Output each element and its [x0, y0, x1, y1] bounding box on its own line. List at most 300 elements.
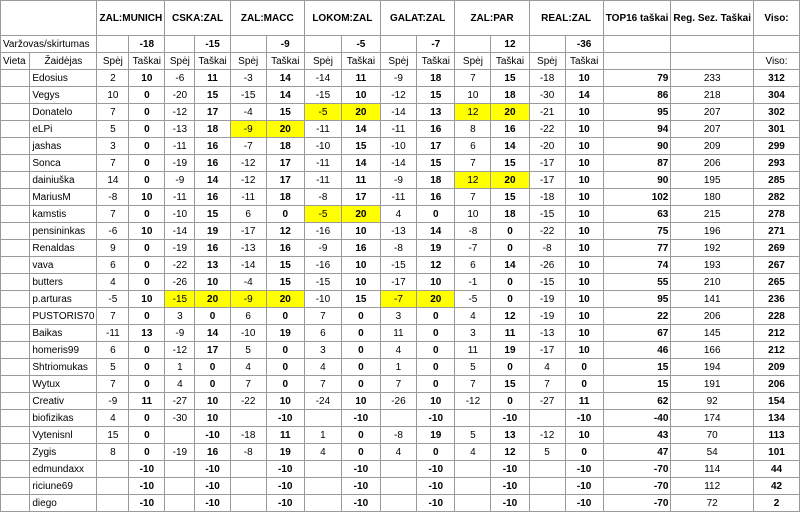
player-name[interactable]: Baikas — [30, 325, 97, 342]
guess-cell[interactable]: -15 — [304, 274, 341, 291]
points-cell[interactable]: 0 — [129, 138, 165, 155]
total-points[interactable]: 271 — [754, 223, 800, 240]
reg-season-points[interactable]: 112 — [671, 478, 754, 495]
total-points[interactable]: 209 — [754, 359, 800, 376]
points-cell[interactable]: 0 — [129, 87, 165, 104]
points-cell[interactable]: -10 — [342, 478, 381, 495]
guess-cell[interactable]: 5 — [97, 359, 129, 376]
points-cell[interactable]: 0 — [342, 325, 381, 342]
points-cell[interactable]: 15 — [266, 104, 304, 121]
points-cell[interactable]: 11 — [266, 427, 304, 444]
guess-cell[interactable]: -12 — [455, 393, 491, 410]
guess-cell[interactable]: -12 — [165, 342, 195, 359]
top16-points[interactable]: 75 — [603, 223, 671, 240]
points-cell[interactable]: 10 — [565, 70, 603, 87]
player-name[interactable]: homeris99 — [30, 342, 97, 359]
points-cell[interactable]: 0 — [129, 172, 165, 189]
points-cell[interactable]: 10 — [565, 257, 603, 274]
points-cell[interactable]: 0 — [195, 359, 230, 376]
points-cell[interactable]: -10 — [491, 410, 529, 427]
points-cell[interactable]: -10 — [565, 495, 603, 512]
place-cell[interactable] — [1, 495, 30, 512]
match-difference[interactable]: -15 — [195, 36, 230, 53]
points-cell[interactable]: 15 — [491, 70, 529, 87]
total-header[interactable]: Viso: — [754, 1, 800, 36]
guess-cell[interactable]: -11 — [304, 121, 341, 138]
place-cell[interactable] — [1, 70, 30, 87]
points-cell[interactable]: 0 — [417, 308, 455, 325]
player-name[interactable]: Vytenisnl — [30, 427, 97, 444]
guess-cell[interactable]: -15 — [304, 87, 341, 104]
player-name[interactable]: Edosius — [30, 70, 97, 87]
points-cell[interactable]: 13 — [129, 325, 165, 342]
points-cell[interactable]: 13 — [417, 104, 455, 121]
player-name[interactable]: pensininkas — [30, 223, 97, 240]
points-cell[interactable]: 15 — [195, 87, 230, 104]
top16-points[interactable]: 102 — [603, 189, 671, 206]
guess-cell[interactable]: -10 — [304, 291, 341, 308]
place-cell[interactable] — [1, 376, 30, 393]
points-cell[interactable]: 15 — [417, 155, 455, 172]
guess-cell[interactable]: -14 — [380, 155, 416, 172]
reg-season-points[interactable]: 180 — [671, 189, 754, 206]
player-name[interactable]: Wytux — [30, 376, 97, 393]
player-name[interactable]: riciune69 — [30, 478, 97, 495]
points-cell[interactable]: -10 — [195, 427, 230, 444]
guess-cell[interactable]: 4 — [97, 410, 129, 427]
guess-cell[interactable]: 6 — [97, 342, 129, 359]
guess-cell[interactable]: 6 — [304, 325, 341, 342]
guess-cell[interactable]: -30 — [165, 410, 195, 427]
points-cell[interactable]: 17 — [342, 189, 381, 206]
guess-cell[interactable]: -12 — [380, 87, 416, 104]
place-cell[interactable] — [1, 325, 30, 342]
points-cell[interactable]: 0 — [417, 444, 455, 461]
guess-cell[interactable]: -13 — [529, 325, 565, 342]
points-cell[interactable]: 10 — [342, 257, 381, 274]
guess-cell[interactable]: 2 — [97, 70, 129, 87]
points-cell[interactable]: 16 — [195, 240, 230, 257]
guess-cell[interactable]: -12 — [165, 104, 195, 121]
player-label[interactable]: Žaidėjas — [30, 53, 97, 70]
points-cell[interactable]: 11 — [491, 325, 529, 342]
guess-cell[interactable]: 10 — [97, 87, 129, 104]
points-cell[interactable]: 0 — [266, 308, 304, 325]
place-cell[interactable] — [1, 427, 30, 444]
guess-cell[interactable]: 7 — [455, 189, 491, 206]
points-cell[interactable]: 0 — [342, 376, 381, 393]
guess-cell[interactable]: -17 — [529, 155, 565, 172]
points-cell[interactable]: -10 — [491, 461, 529, 478]
points-cell[interactable]: 0 — [129, 342, 165, 359]
points-cell[interactable]: -10 — [195, 461, 230, 478]
guess-cell[interactable]: -11 — [165, 189, 195, 206]
points-cell[interactable]: 0 — [129, 308, 165, 325]
guess-cell[interactable]: 5 — [230, 342, 266, 359]
points-cell[interactable]: 15 — [195, 206, 230, 223]
top16-points[interactable]: 55 — [603, 274, 671, 291]
total-points[interactable]: 269 — [754, 240, 800, 257]
guess-cell[interactable]: -16 — [304, 223, 341, 240]
points-cell[interactable]: -10 — [129, 495, 165, 512]
points-cell[interactable]: 10 — [417, 393, 455, 410]
points-cell[interactable]: 0 — [129, 257, 165, 274]
total-points[interactable]: 154 — [754, 393, 800, 410]
guess-cell[interactable] — [304, 410, 341, 427]
points-cell[interactable]: 10 — [195, 393, 230, 410]
points-cell[interactable]: 11 — [129, 393, 165, 410]
points-cell[interactable]: 0 — [129, 410, 165, 427]
points-cell[interactable]: 10 — [129, 189, 165, 206]
points-cell[interactable]: 16 — [266, 240, 304, 257]
points-cell[interactable]: 0 — [129, 240, 165, 257]
guess-cell[interactable] — [304, 461, 341, 478]
guess-cell[interactable]: -10 — [165, 206, 195, 223]
place-cell[interactable] — [1, 393, 30, 410]
points-cell[interactable]: 0 — [417, 342, 455, 359]
points-cell[interactable]: 0 — [491, 240, 529, 257]
place-cell[interactable] — [1, 87, 30, 104]
points-cell[interactable]: 10 — [565, 206, 603, 223]
reg-season-points[interactable]: 166 — [671, 342, 754, 359]
guess-cell[interactable]: 1 — [380, 359, 416, 376]
points-cell[interactable]: 0 — [417, 325, 455, 342]
top16-points[interactable]: 74 — [603, 257, 671, 274]
guess-cell[interactable] — [97, 461, 129, 478]
guess-cell[interactable]: -10 — [380, 138, 416, 155]
points-cell[interactable]: 0 — [491, 274, 529, 291]
guess-cell[interactable]: 4 — [380, 444, 416, 461]
points-cell[interactable]: 0 — [417, 376, 455, 393]
points-cell[interactable]: -10 — [195, 495, 230, 512]
guess-cell[interactable]: -9 — [230, 291, 266, 308]
guess-cell[interactable]: -11 — [380, 189, 416, 206]
guess-label[interactable]: Spėj — [529, 53, 565, 70]
points-cell[interactable]: -10 — [491, 478, 529, 495]
reg-season-points[interactable]: 207 — [671, 121, 754, 138]
top16-points[interactable]: 43 — [603, 427, 671, 444]
guess-cell[interactable] — [529, 495, 565, 512]
match-difference[interactable]: -5 — [342, 36, 381, 53]
points-cell[interactable]: -10 — [266, 478, 304, 495]
guess-cell[interactable]: -19 — [165, 444, 195, 461]
guess-cell[interactable]: -26 — [380, 393, 416, 410]
guess-cell[interactable]: -9 — [304, 240, 341, 257]
points-cell[interactable]: 12 — [417, 257, 455, 274]
guess-cell[interactable]: -4 — [230, 274, 266, 291]
match-difference[interactable]: -36 — [565, 36, 603, 53]
guess-cell[interactable]: 15 — [97, 427, 129, 444]
points-cell[interactable]: 10 — [565, 240, 603, 257]
reg-season-points[interactable]: 196 — [671, 223, 754, 240]
player-name[interactable]: Donatelo — [30, 104, 97, 121]
points-cell[interactable]: 15 — [342, 138, 381, 155]
total-points[interactable]: 42 — [754, 478, 800, 495]
guess-cell[interactable] — [230, 410, 266, 427]
points-cell[interactable]: 19 — [195, 223, 230, 240]
guess-cell[interactable]: -11 — [304, 155, 341, 172]
points-label[interactable]: Taškai — [129, 53, 165, 70]
guess-cell[interactable]: 8 — [97, 444, 129, 461]
points-cell[interactable]: 0 — [491, 223, 529, 240]
top16-points[interactable]: 15 — [603, 376, 671, 393]
points-cell[interactable]: 11 — [342, 70, 381, 87]
guess-cell[interactable]: 4 — [455, 308, 491, 325]
place-cell[interactable] — [1, 257, 30, 274]
points-cell[interactable]: 0 — [417, 359, 455, 376]
points-cell[interactable]: 0 — [195, 376, 230, 393]
points-cell[interactable]: 0 — [266, 342, 304, 359]
guess-cell[interactable]: -17 — [529, 172, 565, 189]
guess-cell[interactable]: 7 — [304, 308, 341, 325]
guess-cell[interactable]: -8 — [380, 240, 416, 257]
guess-cell[interactable]: 10 — [455, 87, 491, 104]
points-cell[interactable]: -10 — [266, 495, 304, 512]
top16-points[interactable]: 94 — [603, 121, 671, 138]
guess-cell[interactable]: -20 — [165, 87, 195, 104]
guess-cell[interactable] — [455, 410, 491, 427]
guess-cell[interactable]: -15 — [230, 87, 266, 104]
total-points[interactable]: 293 — [754, 155, 800, 172]
guess-cell[interactable]: 7 — [230, 376, 266, 393]
points-cell[interactable]: 0 — [342, 444, 381, 461]
top16-points[interactable]: 90 — [603, 138, 671, 155]
points-cell[interactable]: 0 — [129, 376, 165, 393]
points-cell[interactable]: 17 — [266, 172, 304, 189]
reg-season-points[interactable]: 141 — [671, 291, 754, 308]
top16-points[interactable]: -40 — [603, 410, 671, 427]
guess-cell[interactable]: -17 — [230, 223, 266, 240]
place-cell[interactable] — [1, 189, 30, 206]
guess-cell[interactable]: 11 — [380, 325, 416, 342]
place-cell[interactable] — [1, 240, 30, 257]
points-cell[interactable]: 18 — [417, 172, 455, 189]
points-label[interactable]: Taškai — [565, 53, 603, 70]
place-cell[interactable] — [1, 121, 30, 138]
guess-cell[interactable]: -27 — [165, 393, 195, 410]
guess-cell[interactable]: 7 — [97, 155, 129, 172]
guess-cell[interactable]: -1 — [455, 274, 491, 291]
total-points[interactable]: 267 — [754, 257, 800, 274]
reg-season-header[interactable]: Reg. Sez. Taškai — [671, 1, 754, 36]
player-name[interactable]: Vegys — [30, 87, 97, 104]
guess-cell[interactable]: -19 — [165, 240, 195, 257]
points-cell[interactable]: 0 — [565, 359, 603, 376]
guess-cell[interactable]: -19 — [165, 155, 195, 172]
player-name[interactable]: PUSTORIS70 — [30, 308, 97, 325]
guess-label[interactable]: Spėj — [165, 53, 195, 70]
reg-season-points[interactable]: 233 — [671, 70, 754, 87]
guess-cell[interactable] — [380, 410, 416, 427]
player-name[interactable]: dainiuška — [30, 172, 97, 189]
guess-cell[interactable]: -7 — [230, 138, 266, 155]
guess-cell[interactable]: -19 — [529, 308, 565, 325]
guess-cell[interactable] — [380, 495, 416, 512]
points-cell[interactable]: 15 — [491, 155, 529, 172]
guess-cell[interactable]: -22 — [230, 393, 266, 410]
guess-cell[interactable]: 7 — [455, 70, 491, 87]
place-cell[interactable] — [1, 138, 30, 155]
points-cell[interactable]: -10 — [342, 410, 381, 427]
points-cell[interactable]: 20 — [417, 291, 455, 308]
points-cell[interactable]: -10 — [565, 478, 603, 495]
points-cell[interactable]: 12 — [491, 444, 529, 461]
points-cell[interactable]: 10 — [342, 87, 381, 104]
points-cell[interactable]: 18 — [266, 189, 304, 206]
guess-cell[interactable]: -17 — [529, 342, 565, 359]
total-points[interactable]: 278 — [754, 206, 800, 223]
match-header[interactable]: ZAL:MACC — [230, 1, 304, 36]
points-cell[interactable]: 0 — [129, 274, 165, 291]
guess-cell[interactable]: -12 — [230, 155, 266, 172]
points-label[interactable]: Taškai — [266, 53, 304, 70]
guess-cell[interactable]: -11 — [380, 121, 416, 138]
guess-cell[interactable]: -3 — [230, 70, 266, 87]
points-cell[interactable]: 16 — [417, 189, 455, 206]
match-difference[interactable]: -18 — [129, 36, 165, 53]
match-header[interactable]: REAL:ZAL — [529, 1, 603, 36]
guess-cell[interactable]: -14 — [230, 257, 266, 274]
guess-cell[interactable] — [455, 461, 491, 478]
guess-cell[interactable]: -15 — [380, 257, 416, 274]
opponent-difference-label[interactable]: Varžovas/skirtumas — [1, 36, 97, 53]
reg-season-points[interactable]: 174 — [671, 410, 754, 427]
points-cell[interactable]: 14 — [266, 87, 304, 104]
reg-season-points[interactable]: 193 — [671, 257, 754, 274]
guess-cell[interactable]: -14 — [165, 223, 195, 240]
guess-cell[interactable]: -11 — [165, 138, 195, 155]
points-cell[interactable]: 15 — [491, 189, 529, 206]
guess-cell[interactable]: 12 — [455, 104, 491, 121]
points-cell[interactable]: -10 — [129, 478, 165, 495]
top16-points[interactable]: 95 — [603, 291, 671, 308]
points-cell[interactable]: 20 — [266, 291, 304, 308]
player-name[interactable]: vava — [30, 257, 97, 274]
guess-cell[interactable]: -11 — [97, 325, 129, 342]
points-cell[interactable]: 16 — [195, 444, 230, 461]
points-cell[interactable]: 0 — [565, 376, 603, 393]
guess-cell[interactable]: -10 — [304, 138, 341, 155]
points-cell[interactable]: 20 — [342, 104, 381, 121]
points-cell[interactable]: 10 — [195, 410, 230, 427]
player-name[interactable]: Shtriomukas — [30, 359, 97, 376]
points-cell[interactable]: 15 — [266, 274, 304, 291]
points-cell[interactable]: 20 — [195, 291, 230, 308]
reg-season-points[interactable]: 206 — [671, 308, 754, 325]
guess-cell[interactable] — [165, 495, 195, 512]
points-cell[interactable]: 14 — [565, 87, 603, 104]
total-points[interactable]: 282 — [754, 189, 800, 206]
points-cell[interactable]: 0 — [342, 427, 381, 444]
total-points[interactable]: 101 — [754, 444, 800, 461]
points-cell[interactable]: 18 — [195, 121, 230, 138]
guess-cell[interactable]: -22 — [529, 223, 565, 240]
match-header[interactable]: GALAT:ZAL — [380, 1, 455, 36]
points-cell[interactable]: 20 — [266, 121, 304, 138]
reg-season-points[interactable]: 215 — [671, 206, 754, 223]
guess-cell[interactable]: 7 — [97, 376, 129, 393]
guess-cell[interactable] — [165, 427, 195, 444]
guess-cell[interactable]: -12 — [529, 427, 565, 444]
guess-cell[interactable] — [304, 495, 341, 512]
guess-cell[interactable]: -13 — [380, 223, 416, 240]
guess-cell[interactable]: -18 — [230, 427, 266, 444]
points-cell[interactable]: 0 — [491, 359, 529, 376]
player-name[interactable]: Zygis — [30, 444, 97, 461]
guess-cell[interactable]: 7 — [380, 376, 416, 393]
top16-points[interactable]: 62 — [603, 393, 671, 410]
guess-cell[interactable] — [455, 495, 491, 512]
place-cell[interactable] — [1, 172, 30, 189]
place-cell[interactable] — [1, 444, 30, 461]
total-points[interactable]: 304 — [754, 87, 800, 104]
points-cell[interactable]: 10 — [565, 104, 603, 121]
points-cell[interactable]: 14 — [195, 172, 230, 189]
place-cell[interactable] — [1, 461, 30, 478]
guess-cell[interactable]: 5 — [97, 121, 129, 138]
points-cell[interactable]: 16 — [195, 155, 230, 172]
points-cell[interactable]: 14 — [491, 257, 529, 274]
player-name[interactable]: butters — [30, 274, 97, 291]
guess-cell[interactable]: 9 — [97, 240, 129, 257]
points-cell[interactable]: 12 — [491, 308, 529, 325]
guess-cell[interactable]: 7 — [97, 308, 129, 325]
guess-cell[interactable]: 6 — [230, 308, 266, 325]
player-name[interactable]: biofizikas — [30, 410, 97, 427]
total-points[interactable]: 312 — [754, 70, 800, 87]
player-name[interactable]: Creativ — [30, 393, 97, 410]
top16-points[interactable]: 46 — [603, 342, 671, 359]
points-cell[interactable]: 10 — [342, 393, 381, 410]
guess-cell[interactable]: 8 — [455, 121, 491, 138]
guess-cell[interactable]: -11 — [304, 172, 341, 189]
place-cell[interactable] — [1, 104, 30, 121]
reg-season-points[interactable]: 192 — [671, 240, 754, 257]
guess-cell[interactable]: 4 — [97, 274, 129, 291]
guess-cell[interactable]: 4 — [165, 376, 195, 393]
guess-cell[interactable]: -10 — [230, 325, 266, 342]
points-cell[interactable]: 0 — [195, 308, 230, 325]
points-cell[interactable]: 12 — [266, 223, 304, 240]
points-cell[interactable]: 11 — [342, 172, 381, 189]
points-label[interactable]: Taškai — [195, 53, 230, 70]
top16-points[interactable]: 63 — [603, 206, 671, 223]
points-cell[interactable]: 10 — [565, 138, 603, 155]
reg-season-points[interactable]: 70 — [671, 427, 754, 444]
guess-cell[interactable]: -9 — [97, 393, 129, 410]
place-label[interactable]: Vieta — [1, 53, 30, 70]
guess-cell[interactable]: -8 — [529, 240, 565, 257]
guess-cell[interactable]: 6 — [455, 257, 491, 274]
points-cell[interactable]: 10 — [565, 427, 603, 444]
reg-season-points[interactable]: 210 — [671, 274, 754, 291]
guess-cell[interactable]: -15 — [529, 206, 565, 223]
guess-cell[interactable]: -21 — [529, 104, 565, 121]
guess-cell[interactable]: 5 — [455, 427, 491, 444]
guess-cell[interactable]: -8 — [97, 189, 129, 206]
guess-cell[interactable]: 4 — [455, 444, 491, 461]
points-cell[interactable]: 11 — [565, 393, 603, 410]
points-cell[interactable]: 18 — [266, 138, 304, 155]
place-cell[interactable] — [1, 410, 30, 427]
points-cell[interactable]: 15 — [266, 257, 304, 274]
guess-cell[interactable]: -8 — [455, 223, 491, 240]
guess-cell[interactable]: 3 — [304, 342, 341, 359]
points-cell[interactable]: 17 — [195, 342, 230, 359]
guess-cell[interactable]: -14 — [304, 70, 341, 87]
guess-label[interactable]: Spėj — [97, 53, 129, 70]
guess-cell[interactable] — [230, 495, 266, 512]
